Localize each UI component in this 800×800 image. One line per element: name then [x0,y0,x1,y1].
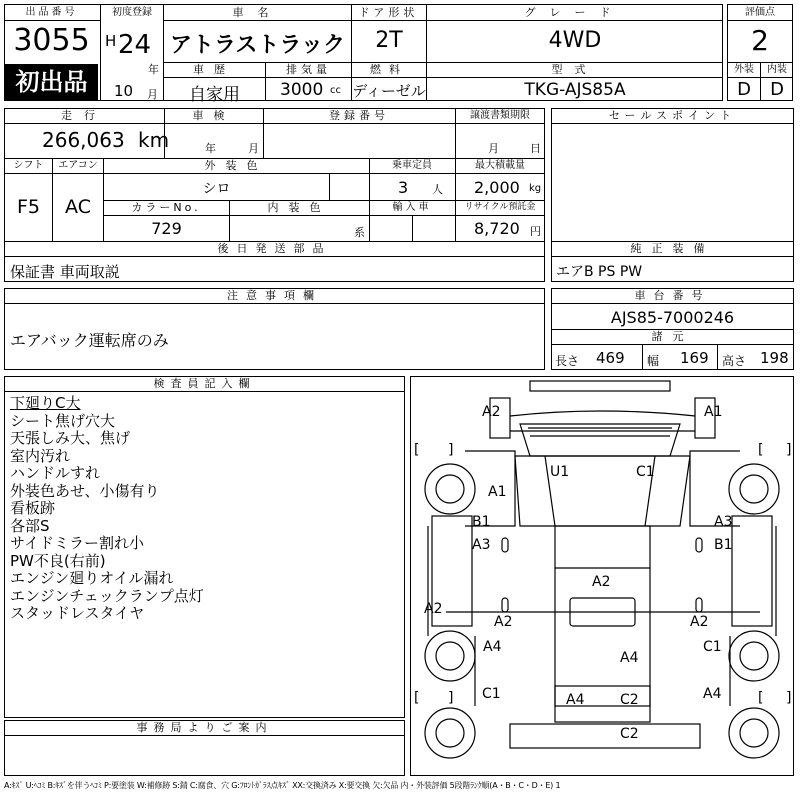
damage-mark: B1 [472,514,491,530]
remark-line: 各部S [10,516,50,535]
damage-mark: A3 [472,537,491,553]
first-reg-month: 10 [114,82,134,100]
remark-line: 天張しみ大、焦げ [10,429,131,447]
capacity-label: 乗車定員 [392,160,432,171]
wheel-rear-right-outer [729,708,779,758]
mirror-left [502,538,508,552]
divider [4,20,100,21]
damage-mark: A1 [488,484,507,500]
remark-line: スタッドレスタイヤ [10,604,145,622]
length-value: 469 [596,349,625,367]
damage-mark: A4 [620,650,639,666]
model: TKG-AJS85A [524,80,626,100]
wheel-rear-left-outer [425,708,475,758]
damage-mark: A2 [424,601,443,617]
divider [551,303,794,304]
remark-line: エンジン廻りオイル漏れ [10,569,174,587]
divider [103,215,545,216]
mirror-right [696,538,702,552]
damage-mark: A2 [690,614,709,630]
lot-number: 3055 [13,23,90,58]
divider [4,735,405,736]
remark-line: 室内汚れ [10,446,71,465]
recycle-unit: 円 [530,225,541,238]
bracket-right-top-close: ] [786,442,792,458]
wheel-hub [740,642,768,670]
height-value: 198 [760,349,789,367]
remark-line: シート焦げ穴大 [10,411,116,430]
front-bumper-top [530,381,670,391]
equipment-value: エアB PS PW [556,264,643,280]
wheel-hub [740,719,768,747]
grade: 4WD [548,28,602,53]
shift: F5 [16,196,41,218]
damage-mark: C2 [620,726,639,742]
divider [163,20,723,21]
length-label: 長さ [555,354,580,368]
fuel: ディーゼル [352,82,426,100]
divider [4,123,545,124]
damage-mark: C1 [703,639,722,655]
int-score-label: 内装 [767,64,787,75]
divider [4,303,545,304]
bracket-left-top-close: ] [448,442,454,458]
divider [163,77,723,78]
damage-mark: A3 [714,514,733,530]
divider [412,215,413,241]
bracket-right-top-open: [ [758,442,764,458]
ac: AC [65,196,91,218]
notes-label: 注意事項欄 [227,289,322,302]
damage-mark: C1 [636,464,655,480]
cab-roof [520,424,680,456]
remark-line: 看板跡 [10,499,56,517]
bracket-left-bot-open: [ [414,690,420,706]
registration-label: 登録番号 [329,109,389,122]
door-type: 2T [375,28,403,53]
recycle: 8,720 [474,219,520,238]
remark-line: 下廻りC大 [10,394,81,412]
month-suffix: 月 [147,88,158,101]
era: H [105,32,117,50]
wheel-hub [740,475,768,503]
recycle-label: リサイクル預託金 [464,202,536,212]
ac-label: エアコン [58,160,98,171]
int-color-label: 内装色 [267,201,331,214]
ext-color: シロ [202,181,231,197]
mileage-value: 266,063 [42,128,125,152]
inspector-remarks-list [10,395,400,623]
divider [4,173,545,174]
damage-mark: A2 [482,404,501,420]
vehicle-name-label: 車名 [232,6,283,19]
first-listing-badge-text: 初出品 [15,68,88,96]
int-color-suffix: 系 [354,226,365,239]
wheel-hub [436,719,464,747]
wheel-rear-right [729,631,779,681]
bed-frame [555,526,650,706]
divider [329,173,330,200]
remark-line: エンジンチェックランプ点灯 [10,586,204,605]
bracket-right-bot-open: [ [758,690,764,706]
bracket-right-bot-close: ] [786,690,792,706]
remark-line: ハンドルすれ [10,464,101,482]
ext-color-label: 外装色 [204,159,268,172]
damage-mark: U1 [550,464,570,480]
displacement-unit: cc [330,85,341,96]
model-label: 型式 [551,63,598,76]
capacity: 3 [398,178,409,197]
divider [642,344,643,370]
wheel-hub [436,475,464,503]
inspector-label: 検査員記入欄 [153,377,256,390]
lot-number-label: 出品番号 [25,7,78,18]
inspection-year-suffix: 年 [205,142,216,155]
history-label: 車歴 [193,63,235,76]
damage-mark: A1 [704,404,723,420]
equipment-label: 純正装備 [630,242,715,255]
bumper-line [510,411,695,416]
damage-mark: C2 [620,692,639,708]
first-reg-year: 24 [118,30,152,60]
width-value: 169 [680,349,709,367]
height-label: 高さ [722,354,747,368]
inspection-label: 車検 [192,109,235,122]
color-no-label: カラーNo. [131,201,201,214]
remark-line: サイドミラー割れ小 [10,534,144,552]
ext-score: D [737,79,751,100]
displacement: 3000 [280,80,324,100]
door-label: ドア形状 [358,6,419,19]
sales-point-label: セールスポイント [608,109,736,122]
score-value: 2 [751,24,769,57]
mileage-label: 走行 [61,109,107,122]
damage-mark: A4 [566,692,585,708]
damage-mark: A2 [494,614,513,630]
divider [727,20,793,21]
damage-mark: B1 [714,537,733,553]
transfer-label: 譲渡書類期限 [470,110,530,121]
rear-bumper [510,724,700,748]
max-load-unit: kg [529,183,542,194]
divider [551,344,794,345]
max-load-label: 最大積載量 [475,160,525,171]
capacity-unit: 人 [432,183,443,196]
year-suffix: 年 [148,63,159,76]
transfer-month-suffix: 月 [488,142,499,155]
divider [4,256,545,257]
wheel-hub [436,642,464,670]
grade-label: グレード [524,6,625,19]
damage-mark: C1 [482,686,501,702]
history: 自家用 [189,85,240,105]
damage-mark: A4 [483,639,502,655]
dims-label: 諸元 [651,330,694,343]
shift-label: シフト [13,160,44,171]
wheel-front-left [425,464,475,514]
displacement-label: 排気量 [286,63,331,76]
max-load: 2,000 [474,178,520,197]
inspection-month-suffix: 月 [248,142,259,155]
chassis-number: AJS85-7000246 [610,308,735,327]
bracket-left-bot-close: ] [448,690,454,706]
cab-body [515,456,690,526]
mileage-unit: km [138,128,170,152]
first-reg-label: 初度登録 [112,7,152,18]
parts-label: 後日発送部品 [217,242,332,255]
wheel-front-right [729,464,779,514]
office-label: 事務局よりご案内 [136,721,273,734]
damage-mark: A4 [703,686,722,702]
score-label: 評価点 [745,7,775,18]
divider [551,256,794,257]
lamp-left [502,598,508,612]
fuel-label: 燃料 [370,63,408,76]
transfer-day-suffix: 日 [530,142,541,155]
remark-line: 外装色あせ、小傷有り [10,481,160,500]
divider [4,391,405,392]
parts-value: 保証書 車両取説 [10,263,120,281]
remark-line: PW不良(右前) [10,551,106,570]
damage-mark: A2 [592,574,611,590]
divider [551,123,794,124]
bracket-left-top-open: [ [414,442,420,458]
int-score: D [770,79,784,100]
ext-score-label: 外装 [734,64,754,75]
import-label: 輸入車 [392,202,432,213]
legend-footer: A:ｷｽﾞ U:ﾍｺﾐ B:ｷｽﾞを伴うﾍｺﾐ P:要塗装 W:補修跡 S:錆 C:腐食、穴 G:ﾌﾛﾝﾄｶﾞﾗｽ点ｷｽﾞ XX:交換済み X:要交換 欠:欠品 内・外装評価 5段階ﾗﾝｸ順(A・B・C・D・E) 1 [4,781,561,790]
lamp-right [696,598,702,612]
side-panel-right [732,516,772,626]
color-no: 729 [151,219,182,238]
width-label: 幅 [647,354,660,368]
divider [717,344,718,370]
wheel-rear-left [425,631,475,681]
notes-value: エアバック運転席のみ [10,331,169,350]
chassis-label: 車台番号 [634,289,711,302]
vehicle-name: アトラストラック [170,33,345,58]
